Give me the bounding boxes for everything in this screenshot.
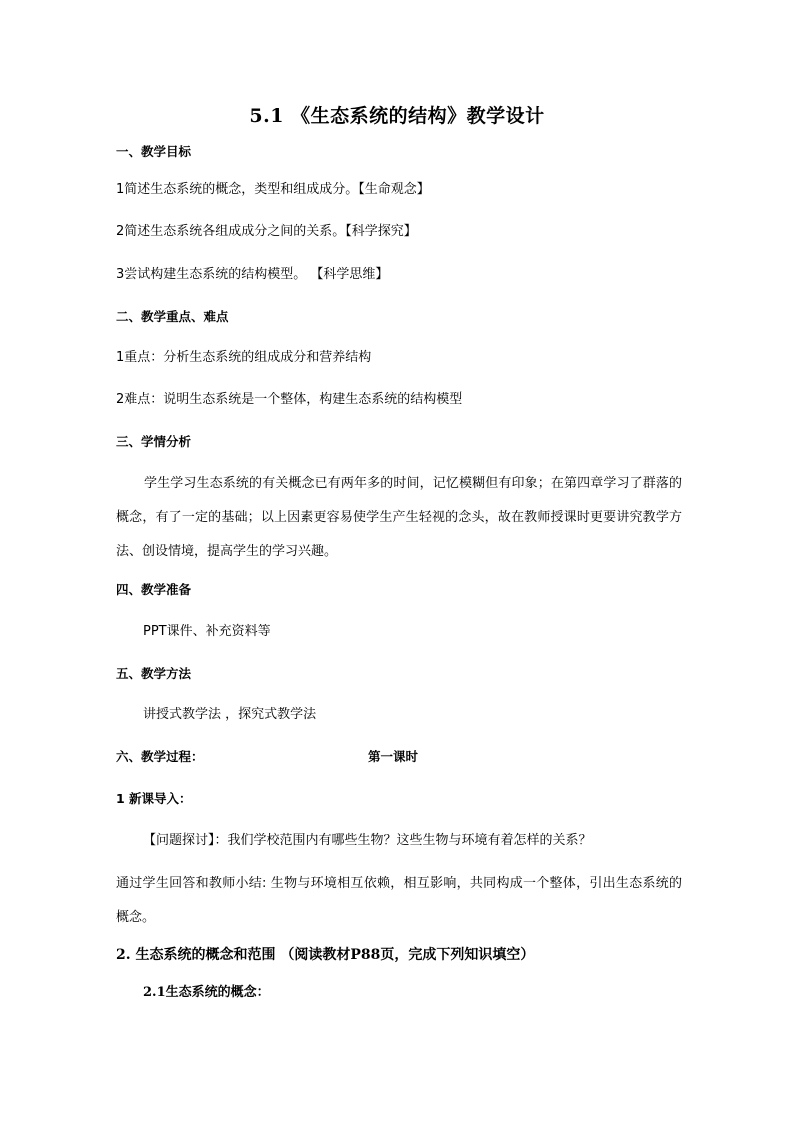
key-point-item-2: 2难点：说明生态系统是一个整体，构建生态系统的结构模型 — [116, 392, 463, 407]
ecosystem-definition-heading: 2.1生态系统的概念： — [143, 985, 270, 1000]
ecosystem-concept-heading: 2. 生态系统的概念和范围 （阅读教材P88页，完成下列知识填空） — [116, 947, 535, 963]
learner-analysis-paragraph: 学生学习生态系统的有关概念已有两年多的时间，记忆模糊但有印象；在第四章学习了群落的概念，有了一定的基础；以上因素更容易使学生产生轻视的念头，故在教师授课时更要讲究教学方法、创设情境，提高学生的学习兴趣。 — [116, 476, 682, 559]
objective-item-2: 2简述生态系统各组成成分之间的关系。【科学探究】 — [116, 224, 417, 239]
teacher-summary-paragraph: 通过学生回答和教师小结: 生物与环境相互依赖，相互影响，共同构成一个整体，引出生态系统的概念。 — [116, 876, 682, 925]
preparation-content: PPT课件、补充资料等 — [143, 624, 271, 639]
methods-content: 讲授式教学法 ，探究式教学法 — [143, 707, 317, 722]
section-heading-learner-analysis: 三、学情分析 — [116, 434, 192, 449]
key-point-item-1: 1重点：分析生态系统的组成成分和营养结构 — [116, 350, 372, 365]
new-lesson-intro-heading: 1 新课导入： — [116, 791, 192, 806]
problem-discussion: 【问题探讨】：我们学校范围内有哪些生物？这些生物与环境有着怎样的关系？ — [143, 833, 592, 848]
objective-item-1: 1简述生态系统的概念，类型和组成成分。【生命观念】 — [116, 182, 430, 197]
section-heading-objectives: 一、教学目标 — [116, 144, 192, 159]
lesson-label: 第一课时 — [368, 749, 419, 764]
objective-item-3: 3尝试构建生态系统的结构模型。 【科学思维】 — [116, 267, 389, 282]
process-heading-label: 六、教学过程： — [116, 749, 204, 764]
section-heading-preparation: 四、教学准备 — [116, 582, 192, 597]
section-heading-methods: 五、教学方法 — [116, 666, 192, 681]
document-title: 5.1 《生态系统的结构》教学设计 — [249, 105, 545, 127]
section-heading-key-points: 二、教学重点、难点 — [116, 309, 229, 324]
section-heading-process — [116, 748, 696, 766]
